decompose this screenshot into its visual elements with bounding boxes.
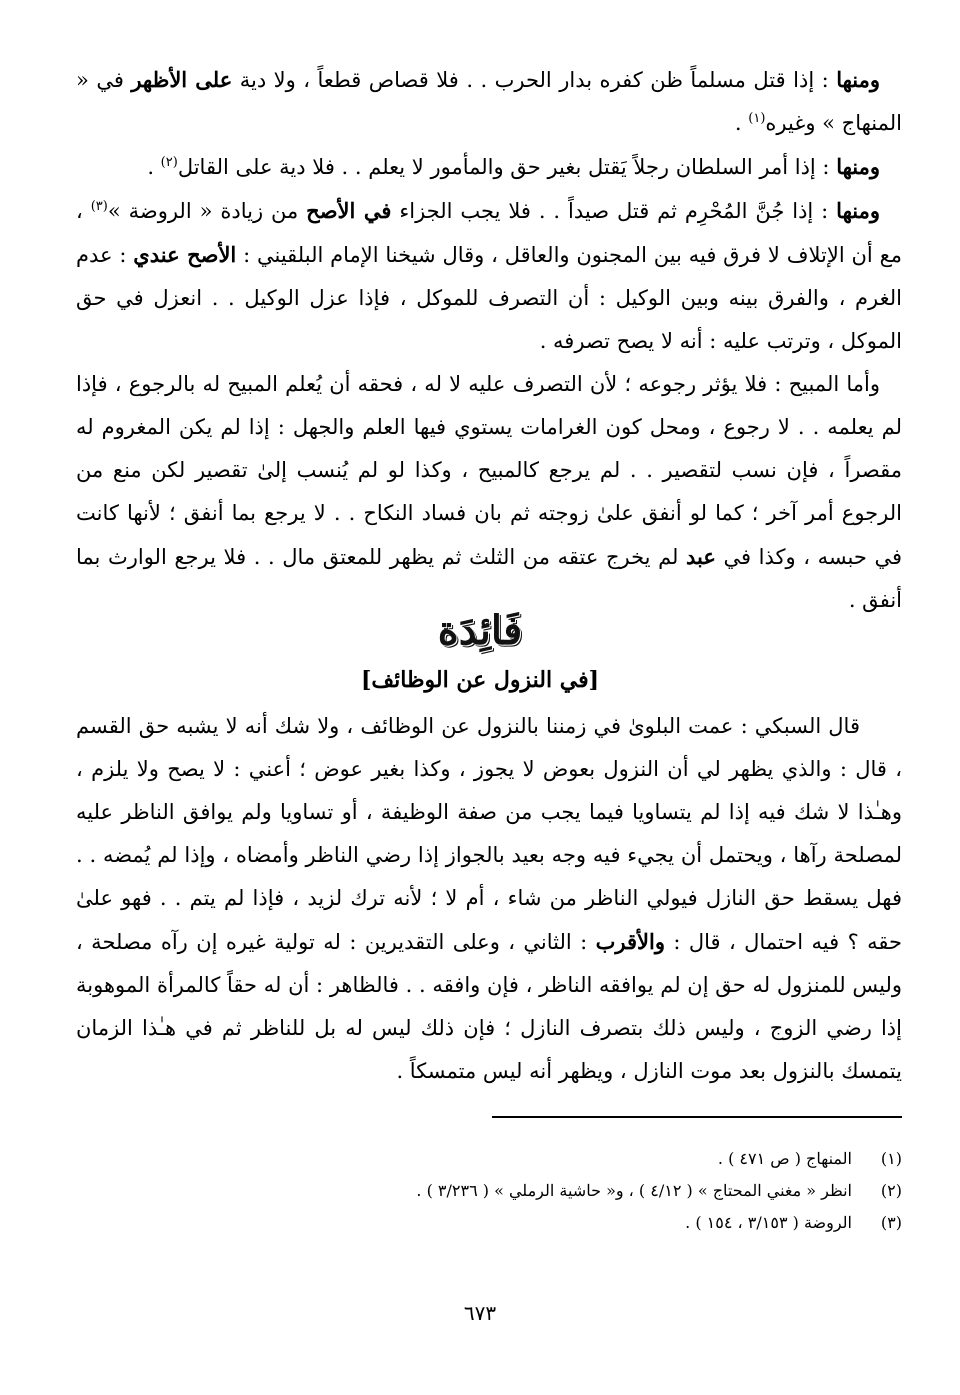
paragraph	[76, 363, 902, 622]
bold-keyword: ومنها	[836, 154, 880, 179]
footnote-ref[interactable]: (٢)	[160, 155, 178, 170]
text-run: وأما المبيح : فلا يؤثر رجوعه ؛ لأن التصرف عليه لا له ، فحقه أن يُعلم المبيح له بالرجوع ، فإذا لم يعلمه . . لا رجوع ، ومحل كون الغرامات يستوي فيها العلم والجهل : إذا لم يكن المغروم له مقصراً ، فإن نسب لتقصير . . لم يرجع كالمبيح ، وكذا لو لم يُنسب إلىٰ تقصير لكن منع من الرجوع أمر آخر ؛ كما لو أنفق علىٰ زوجته ثم بان فساد النكاح . . لا يرجع بما أنفق ؛ لأنها كانت في حبسه ، وكذا في	[76, 372, 902, 569]
footnote-number: (٢)	[880, 1181, 902, 1200]
text-run: .	[147, 155, 161, 179]
text-run: لم يخرج عتقه من الثلث ثم يظهر للمعتق مال . . فلا يرجع الوارث بما أنفق .	[76, 545, 902, 612]
paragraph	[76, 705, 902, 1093]
bold-keyword: على الأظهر	[131, 67, 233, 92]
text-run: في « المنهاج » وغيره	[76, 68, 902, 135]
paragraph	[76, 145, 902, 189]
text-run: : إذا جُنَّ المُحْرِم ثم قتل صيداً . . فلا يجب الجزاء	[391, 199, 837, 223]
footnote-text: انظر « مغني المحتاج » ( ٤/١٢ ) ، و« حاشية الرملي » ( ٣/٢٣٦ ) .	[416, 1181, 852, 1200]
paragraph	[76, 58, 902, 145]
footnote-number: (١)	[880, 1149, 902, 1168]
footnote-text: المنهاج ( ص ٤٧١ ) .	[717, 1149, 852, 1168]
text-run: قال السبكي : عمت البلوىٰ في زمننا بالنزول عن الوظائف ، ولا شك أنه لا يشبه حق القسم ، قال : والذي يظهر لي أن النزول بعوض لا يجوز ، وكذا بغير عوض ؛ أعني : لا يصح ولا يلزم ، وهـٰذا لا شك فيه إذا لم يتساويا فيما يجب من صفة الوظيفة ، أو تساويا ولم يوافق الناظر عليه لمصلحة رآها ، ويحتمل أن يجيء فيه وجه بعيد بالجواز إذا رضي الناظر وأمضاه ، وإذا لم يُمضه . . فهل يسقط حق النازل فيولي الناظر من شاء ، أم لا ؛ لأنه ترك لزيد ، فإذا لم يتم . . فهو علىٰ حقه ؟ فيه احتمال ، قال :	[76, 714, 902, 954]
bold-keyword: والأقرب	[595, 929, 665, 954]
bold-keyword: ومنها	[836, 67, 880, 92]
ornament-title: فَائِدَة	[437, 606, 523, 654]
text-run: .	[734, 111, 749, 135]
text-run: : إذا أمر السلطان رجلاً يَقتل بغير حق والمأمور لا يعلم . . فلا دية على القاتل	[177, 155, 837, 179]
footnote-divider	[492, 1116, 902, 1118]
section-subtitle: [في النزول عن الوظائف]	[360, 667, 599, 693]
text-run: : عدم الغرم ، والفرق بينه وبين الوكيل : أن التصرف للموكل ، فإذا عزل الوكيل . . انعزل في حق الموكل ، وترتب عليه : أنه لا يصح تصرفه .	[76, 243, 902, 353]
section-ornament-heading	[0, 606, 960, 654]
footnote-ref[interactable]: (١)	[748, 111, 766, 126]
footnote-item	[76, 1207, 902, 1239]
footnote-ref[interactable]: (٣)	[90, 199, 108, 214]
bold-keyword: ومنها	[836, 198, 880, 223]
text-run: ، مع أن الإتلاف لا فرق فيه بين المجنون والعاقل ، وقال شيخنا الإمام البلقيني :	[76, 199, 902, 267]
page-number: ٦٧٣	[463, 1301, 497, 1325]
bold-keyword: في الأصح	[306, 198, 392, 223]
main-text-top	[76, 58, 902, 622]
paragraph	[76, 189, 902, 363]
footnote-item	[76, 1175, 902, 1207]
bold-keyword: الأصح عندي	[133, 242, 237, 267]
footnote-text: الروضة ( ٣/١٥٣ ، ١٥٤ ) .	[685, 1213, 852, 1232]
main-text-bottom	[76, 705, 902, 1093]
footnote-item	[76, 1143, 902, 1175]
text-run: : الثاني ، وعلى التقديرين : له تولية غيره إن رآه مصلحة ، وليس للمنزول له حق إن لم يوافقه الناظر ، فإن وافقه . . فالظاهر : أن له حقاً كالمرأة الموهوبة إذا رضي الزوج ، وليس ذلك بتصرف النازل ؛ فإن ذلك ليس له بل للناظر ثم في هـٰذا الزمان يتمسك بالنزول بعد موت النازل ، ويظهر أنه ليس متمسكاً .	[76, 930, 902, 1083]
text-run: من زيادة « الروضة »	[107, 199, 307, 223]
bold-keyword: عبد	[686, 544, 716, 569]
footnotes	[76, 1143, 902, 1239]
footnote-number: (٣)	[880, 1213, 902, 1232]
text-run: : إذا قتل مسلماً ظن كفره بدار الحرب . . فلا قصاص قطعاً ، ولا دية	[232, 68, 837, 92]
